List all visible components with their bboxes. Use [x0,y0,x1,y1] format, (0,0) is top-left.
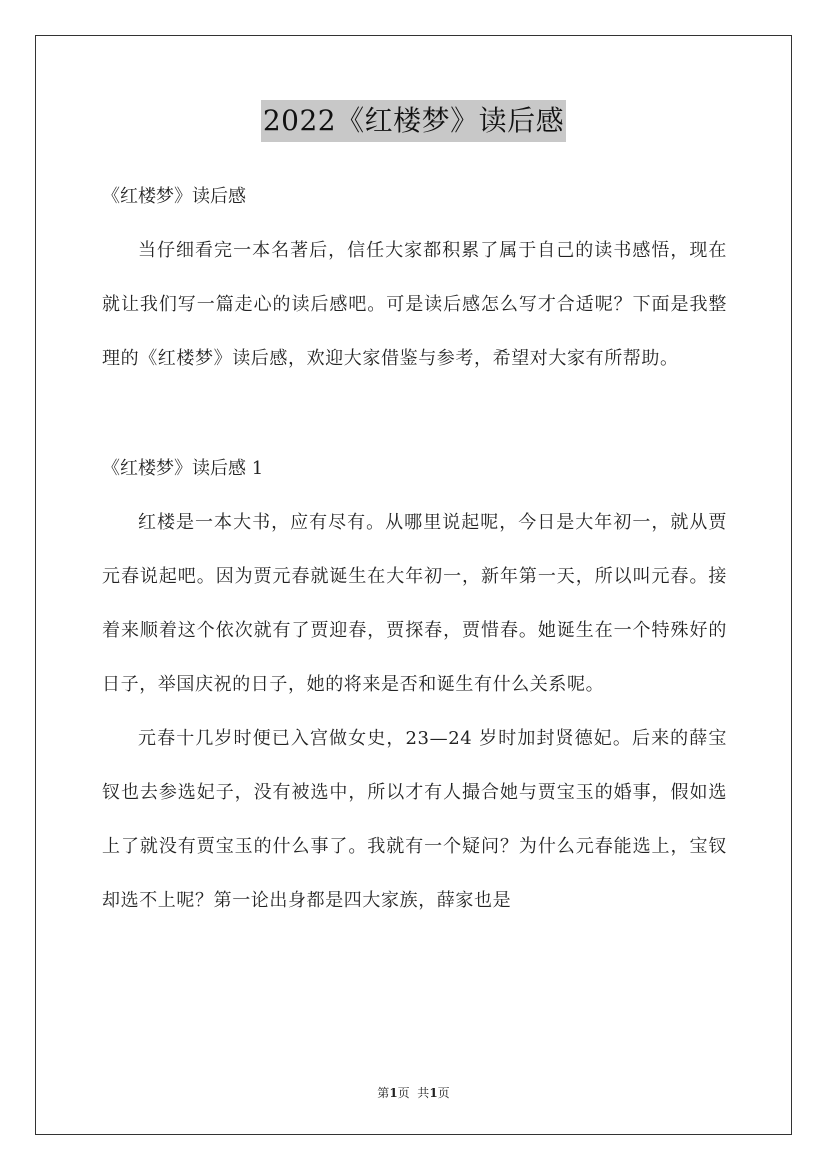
footer-mid: 页 共 [397,1086,430,1100]
intro-heading: 《红楼梦》读后感 [102,186,246,207]
footer-suffix: 页 [437,1086,450,1100]
footer-page-total: 1 [429,1086,438,1100]
section-gap [102,386,727,442]
section1-paragraph-1: 红楼是一本大书，应有尽有。从哪里说起呢，今日是大年初一，就从贾元春说起吧。因为贾元春就诞生在大年初一，新年第一天，所以叫元春。接着来顺着这个依次就有了贾迎春，贾探春，贾惜春。她诞生在一个特殊好的日子，举国庆祝的日子，她的将来是否和诞生有什么关系呢。 [102,512,727,695]
footer-page-current: 1 [389,1086,398,1100]
section1-paragraph-2: 元春十几岁时便已入宫做女史，23—24 岁时加封贤德妃。后来的薛宝钗也去参选妃子，没有被选中，所以才有人撮合她与贾宝玉的婚事，假如选上了就没有贾宝玉的什么事了。我就有一个疑问？为什么元春能选上，宝钗却选不上呢？第一论出身都是四大家族，薛家也是 [102,728,727,911]
section1-heading: 《红楼梦》读后感 1 [102,458,264,479]
page-footer [0,1084,827,1101]
title-wrap [0,100,827,142]
footer-prefix: 第 [377,1086,390,1100]
document-body [102,170,727,928]
document-title: 2022《红楼梦》读后感 [261,100,566,142]
intro-paragraph: 当仔细看完一本名著后，信任大家都积累了属于自己的读书感悟，现在就让我们写一篇走心的读后感吧。可是读后感怎么写才合适呢？下面是我整理的《红楼梦》读后感，欢迎大家借鉴与参考，希望对大家有所帮助。 [102,240,727,369]
